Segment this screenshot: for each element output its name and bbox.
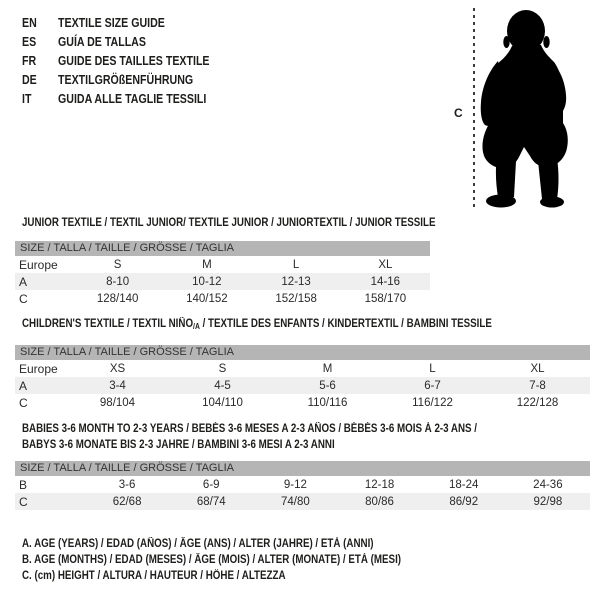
children-table [15, 345, 590, 411]
size-cell: L [429, 362, 436, 375]
size-cell: 68/74 [196, 495, 226, 508]
language-row-en [22, 13, 236, 32]
language-header [22, 13, 236, 108]
babies-size-table [15, 476, 590, 510]
size-cell: 4-5 [214, 379, 231, 392]
size-cell: 158/170 [364, 292, 407, 305]
size-cell: XS [109, 362, 126, 375]
size-cell: 7-8 [529, 379, 546, 392]
row-label-cell: A [19, 378, 28, 393]
size-header-bar: SIZE / TALLA / TAILLE / GRÖSSE / TAGLIA [15, 345, 590, 360]
size-cell: 80/86 [365, 495, 394, 508]
language-row-de [22, 70, 236, 89]
language-label: TEXTILE SIZE GUIDE [58, 15, 165, 30]
table-row-height [15, 493, 590, 510]
language-label: GUÍA DE TALLAS [58, 34, 146, 49]
language-code: EN [22, 15, 37, 30]
size-cell: S [218, 362, 227, 375]
baby-foot-right [540, 197, 564, 208]
row-label-cell: C [19, 395, 28, 410]
size-cell: 18-24 [448, 478, 479, 491]
size-cell: XL [378, 258, 393, 271]
junior-table [15, 241, 430, 307]
size-cell: 104/110 [202, 396, 243, 409]
size-cell: 3-6 [118, 478, 136, 491]
size-cell: 8-10 [106, 275, 130, 288]
table-row-age-months [15, 476, 590, 493]
size-cell: M [202, 258, 212, 271]
baby-leg-right [538, 158, 559, 199]
footnote-c: C. (cm) HEIGHT / ALTURA / HAUTEUR / HÖHE / ALTEZZA [22, 570, 286, 582]
row-label-cell: A [19, 274, 28, 289]
size-cell: 74/80 [281, 495, 310, 508]
size-header-bar: SIZE / TALLA / TAILLE / GRÖSSE / TAGLIA [15, 461, 590, 476]
table-row-europe [15, 256, 430, 273]
size-cell: 5-6 [319, 379, 336, 392]
size-cell: 6-9 [202, 478, 220, 491]
row-label-cell: C [19, 291, 28, 306]
subscript-a: /A [193, 322, 200, 331]
language-label: GUIDA ALLE TAGLIE TESSILI [58, 91, 207, 106]
size-cell: 9-12 [283, 478, 307, 491]
row-label-cell: C [19, 494, 28, 509]
baby-ear-right [543, 36, 549, 48]
size-cell: 140/152 [186, 292, 228, 305]
size-cell: M [322, 362, 333, 375]
language-label: TEXTILGRÖßENFÜHRUNG [58, 72, 194, 87]
row-label-cell: Europe [19, 361, 58, 376]
size-cell: 86/92 [449, 495, 479, 508]
size-cell: 24-36 [533, 478, 563, 491]
language-row-es [22, 32, 236, 51]
size-cell: XL [530, 362, 545, 375]
footnotes [22, 536, 468, 584]
baby-ear-left [503, 36, 509, 48]
size-cell: L [292, 258, 300, 271]
size-cell: 98/104 [99, 396, 136, 409]
baby-foot-left [486, 195, 516, 208]
size-cell: S [113, 258, 122, 271]
size-cell: 10-12 [192, 275, 222, 288]
table-row-height [15, 394, 590, 411]
baby-leg-left [496, 158, 516, 197]
children-table-title: CHILDREN'S TEXTILE / TEXTIL $NIÑO_{/A}$ / TEXTILE DES ENFANTS / KINDERTEXTIL / BAMBINI TESSILE [22, 318, 492, 331]
size-cell: 12-13 [281, 275, 311, 288]
size-cell: 152/158 [275, 292, 317, 305]
language-code: DE [22, 72, 37, 87]
babies-table [15, 461, 590, 510]
size-cell: 122/128 [516, 396, 559, 409]
size-cell: 6-7 [424, 379, 441, 392]
row-label-cell: B [19, 477, 28, 492]
size-cell: 3-4 [109, 379, 126, 392]
table-row-age [15, 377, 590, 394]
babies-table-title: BABIES 3-6 MONTH TO 2-3 YEARS / BEBÉS 3-6 MESES A 2-3 AÑOS / BÉBÉS 3-6 MOIS À 2-3 ANS / BABYS 3-6 MONATE BIS 2-3 JAHRE / BAMBINI 3-6 MESI A 2-3 ANNI [22, 423, 478, 451]
size-cell: 92/98 [533, 495, 563, 508]
language-row-fr [22, 51, 236, 70]
size-cell: 128/140 [96, 292, 139, 305]
junior-size-table [15, 256, 430, 307]
size-cell: 12-18 [364, 478, 395, 491]
language-code: FR [22, 53, 37, 68]
footnote-a: A. AGE (YEARS) / EDAD (AÑOS) / ÂGE (ANS) / ALTER (JAHRE) / ETÀ (ANNI) [22, 538, 374, 550]
table-row-europe [15, 360, 590, 377]
footnote-b: B. AGE (MONTHS) / EDAD (MESES) / ÂGE (MOIS) / ALTER (MONATE) / ETÀ (MESI) [22, 554, 402, 566]
height-label-c: C [454, 106, 463, 120]
size-cell: 62/68 [112, 495, 142, 508]
size-cell: 14-16 [370, 275, 401, 288]
children-size-table [15, 360, 590, 411]
size-cell: 110/116 [307, 396, 348, 409]
baby-silhouette-image [455, 5, 580, 215]
row-label-cell: Europe [19, 257, 58, 272]
language-row-it [22, 89, 236, 108]
language-code: IT [22, 91, 32, 106]
size-cell: 116/122 [412, 396, 453, 409]
table-row-height [15, 290, 430, 307]
language-label: GUIDE DES TAILLES TEXTILE [58, 53, 210, 68]
size-header-bar: SIZE / TALLA / TAILLE / GRÖSSE / TAGLIA [15, 241, 430, 256]
table-row-age [15, 273, 430, 290]
language-code: ES [22, 34, 37, 49]
junior-table-title: JUNIOR TEXTILE / TEXTIL JUNIOR/ TEXTILE JUNIOR / JUNIORTEXTIL / JUNIOR TESSILE [22, 217, 436, 229]
